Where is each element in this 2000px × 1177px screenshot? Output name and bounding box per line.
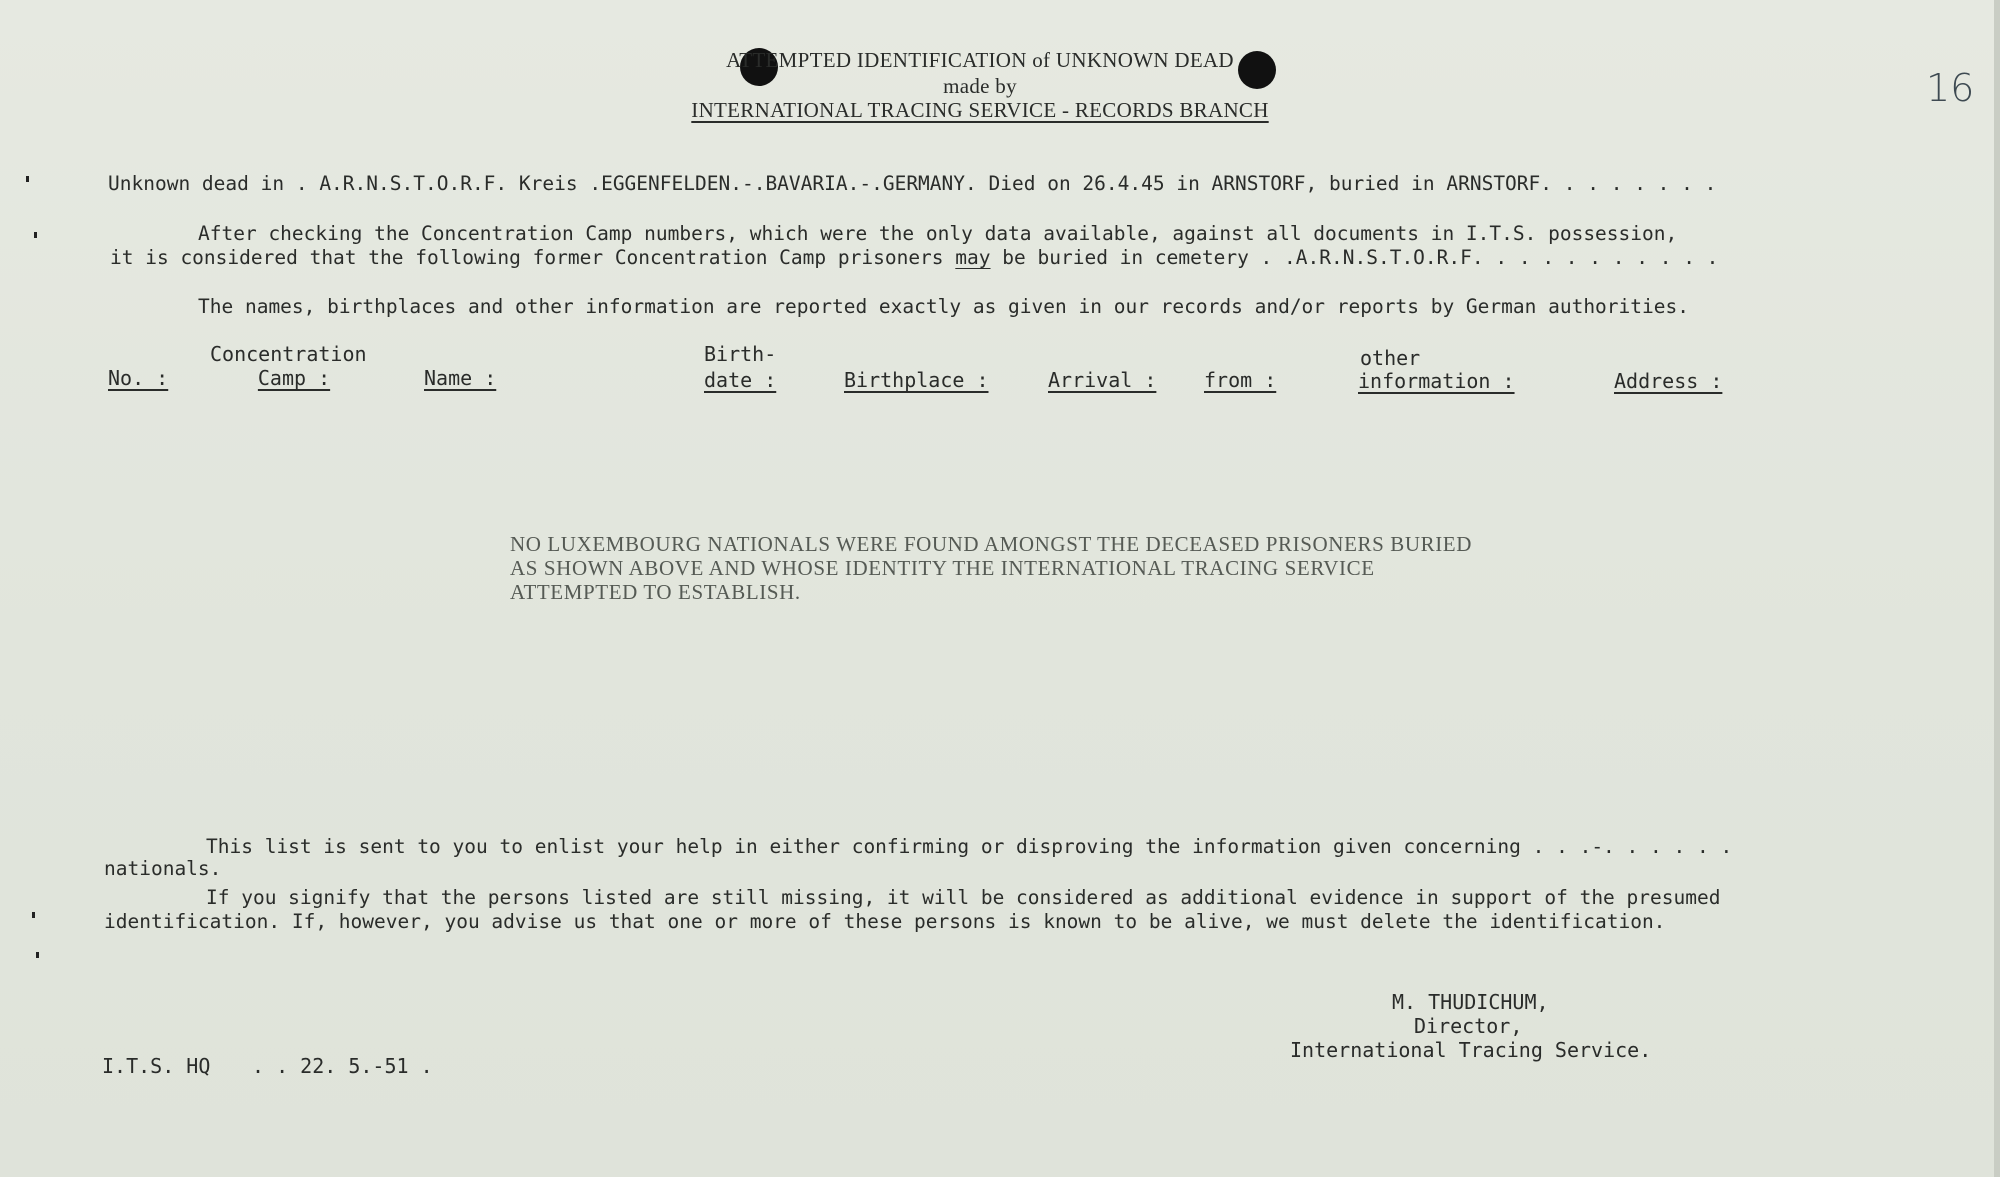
col-header-camp-bottom: Camp : <box>257 366 331 390</box>
paragraph-checking-line1: After checking the Concentration Camp numbers, which were the only data available, against all documents in I.T.S. possession, <box>198 222 1678 245</box>
col-header-name: Name : <box>424 366 497 390</box>
col-header-no: No. : <box>108 366 169 390</box>
col-header-birthplace: Birthplace : <box>844 368 989 392</box>
margin-mark <box>34 232 37 238</box>
margin-mark <box>36 952 39 958</box>
signature-name: M. THUDICHUM, <box>1392 990 1549 1014</box>
page-number: 16 <box>1926 66 1975 110</box>
page-edge <box>1994 0 2000 1177</box>
closing-line4: identification. If, however, you advise us that one or more of these persons is known to be alive, we must delete the identification. <box>104 910 1666 933</box>
emphasis-may: may <box>955 246 991 269</box>
closing-line2: nationals. <box>104 857 222 880</box>
stamped-note-line2: AS SHOWN ABOVE AND WHOSE IDENTITY THE INTERNATIONAL TRACING SERVICE <box>510 556 1375 580</box>
margin-mark <box>26 176 29 182</box>
header-title: ATTEMPTED IDENTIFICATION of UNKNOWN DEAD <box>726 48 1234 72</box>
header-organization: INTERNATIONAL TRACING SERVICE - RECORDS BRANCH <box>691 98 1269 122</box>
paragraph-checking-line2-suffix: be buried in cemetery . .A.R.N.S.T.O.R.F. . . . . . . . . . . <box>1002 246 1719 269</box>
col-header-birth-top: Birth- <box>704 342 777 366</box>
header-subtitle: made by <box>943 74 1017 98</box>
footer-label: I.T.S. HQ <box>102 1054 211 1078</box>
col-header-arrival: Arrival : <box>1048 368 1157 392</box>
col-header-from: from : <box>1204 368 1277 392</box>
paragraph-checking-line2-prefix: it is considered that the following former Concentration Camp prisoners <box>110 246 944 269</box>
margin-mark <box>32 912 35 918</box>
signature-organization: International Tracing Service. <box>1290 1038 1652 1062</box>
signature-title: Director, <box>1414 1014 1523 1038</box>
closing-line1: This list is sent to you to enlist your help in either confirming or disproving the information given concerning . . .-. . . . . . <box>206 835 1733 858</box>
col-header-other-top: other <box>1360 346 1421 370</box>
closing-line3: If you signify that the persons listed are still missing, it will be considered as additional evidence in support of the presumed <box>206 886 1721 909</box>
paragraph-names-note: The names, birthplaces and other information are reported exactly as given in our records and/or reports by German authorities. <box>198 295 1689 318</box>
footer-date: . . 22. 5.-51 . <box>252 1054 433 1078</box>
col-header-camp-top: Concentration <box>210 342 367 366</box>
stamped-note-line1: NO LUXEMBOURG NATIONALS WERE FOUND AMONGST THE DECEASED PRISONERS BURIED <box>510 532 1473 556</box>
stamped-note-line3: ATTEMPTED TO ESTABLISH. <box>510 580 801 604</box>
location-line: Unknown dead in . A.R.N.S.T.O.R.F. Kreis .EGGENFELDEN.-.BAVARIA.-.GERMANY. Died on 26.4.45 in ARNSTORF, buried in ARNSTORF. . . . . . . . <box>108 172 1717 195</box>
col-header-address: Address : <box>1614 369 1723 393</box>
paragraph-checking-line2 <box>110 246 1718 269</box>
col-header-birth-bottom: date : <box>704 368 777 392</box>
col-header-other-bottom: information : <box>1358 369 1515 393</box>
